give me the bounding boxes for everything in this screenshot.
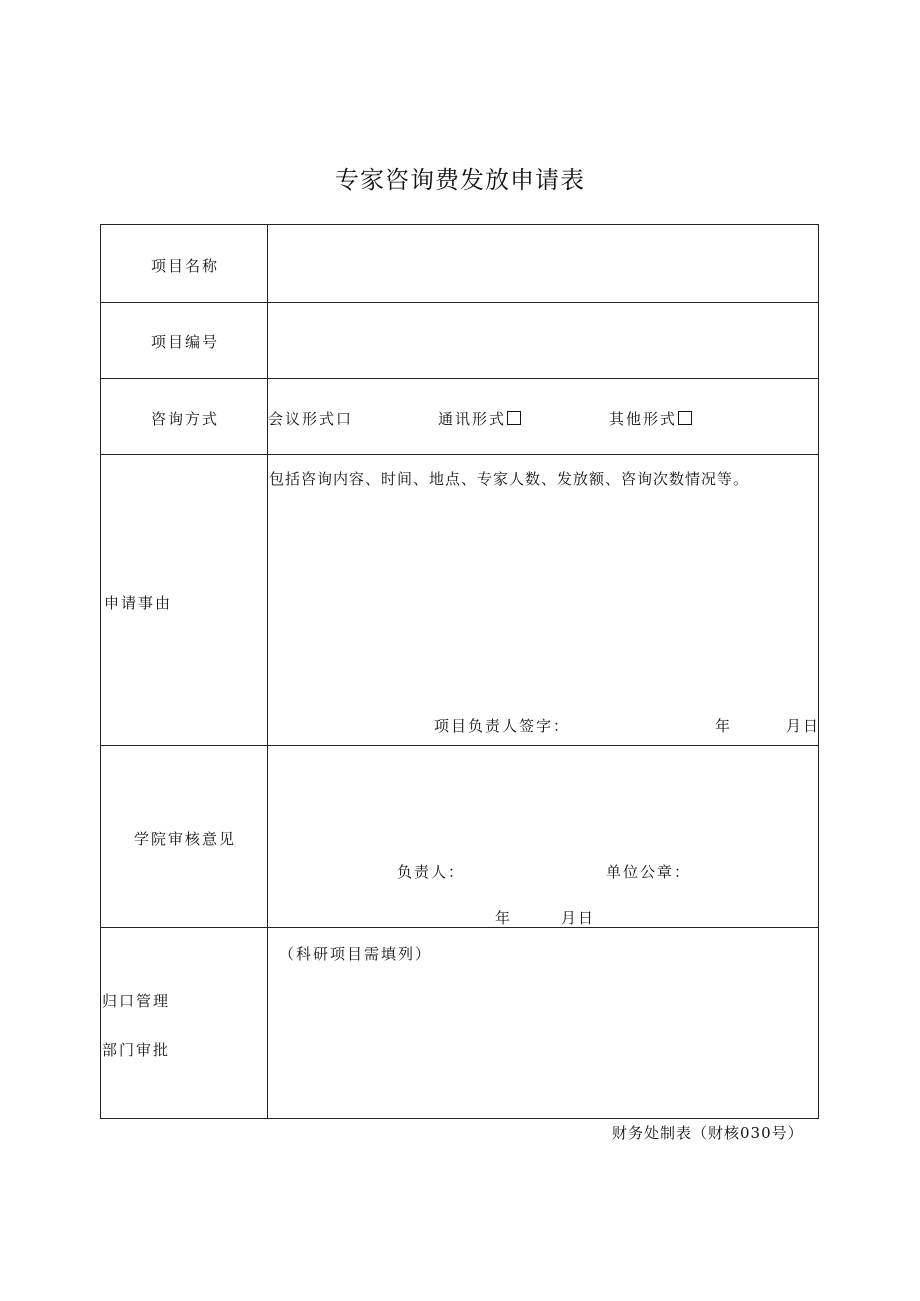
meeting-option[interactable]	[268, 408, 353, 429]
research-project-note: （科研项目需填列）	[279, 945, 433, 963]
checkbox-icon[interactable]	[678, 411, 692, 425]
row-divider	[101, 454, 818, 455]
reason-year-label: 年	[715, 717, 733, 735]
consult-method-label: 咨询方式	[151, 410, 220, 428]
row-divider	[101, 927, 818, 928]
meeting-option-box: 口	[336, 410, 354, 428]
row-divider	[101, 745, 818, 746]
reason-label: 申请事由	[104, 594, 173, 612]
checkbox-icon[interactable]	[507, 411, 521, 425]
correspondence-option-label: 通讯形式	[438, 410, 507, 428]
review-year-label: 年	[495, 909, 513, 927]
dept-approval-label-line1: 归口管理	[102, 992, 171, 1010]
application-form-table	[100, 224, 819, 1119]
reason-hint: 包括咨询内容、时间、地点、专家人数、发放额、咨询次数情况等。	[269, 470, 750, 488]
leader-signature-label: 项目负责人签字：	[434, 717, 571, 735]
row-divider	[101, 302, 818, 303]
review-month-day-label: 月日	[561, 909, 596, 927]
dept-approval-label-line2: 部门审批	[102, 1041, 171, 1059]
reason-month-day-label: 月日	[786, 717, 821, 735]
college-review-label: 学院审核意见	[134, 830, 237, 848]
other-option[interactable]	[609, 408, 692, 429]
form-title: 专家咨询费发放申请表	[335, 166, 585, 194]
other-option-label: 其他形式	[609, 410, 678, 428]
project-name-label: 项目名称	[151, 257, 220, 275]
unit-seal-label: 单位公章：	[606, 863, 692, 881]
meeting-option-label: 会议形式	[268, 410, 337, 428]
row-divider	[101, 378, 818, 379]
correspondence-option[interactable]	[438, 408, 521, 429]
project-number-label: 项目编号	[151, 333, 220, 351]
form-footer: 财务处制表（财核030号）	[612, 1124, 804, 1142]
responsible-person-label: 负责人：	[397, 863, 466, 881]
column-divider	[267, 225, 268, 1118]
